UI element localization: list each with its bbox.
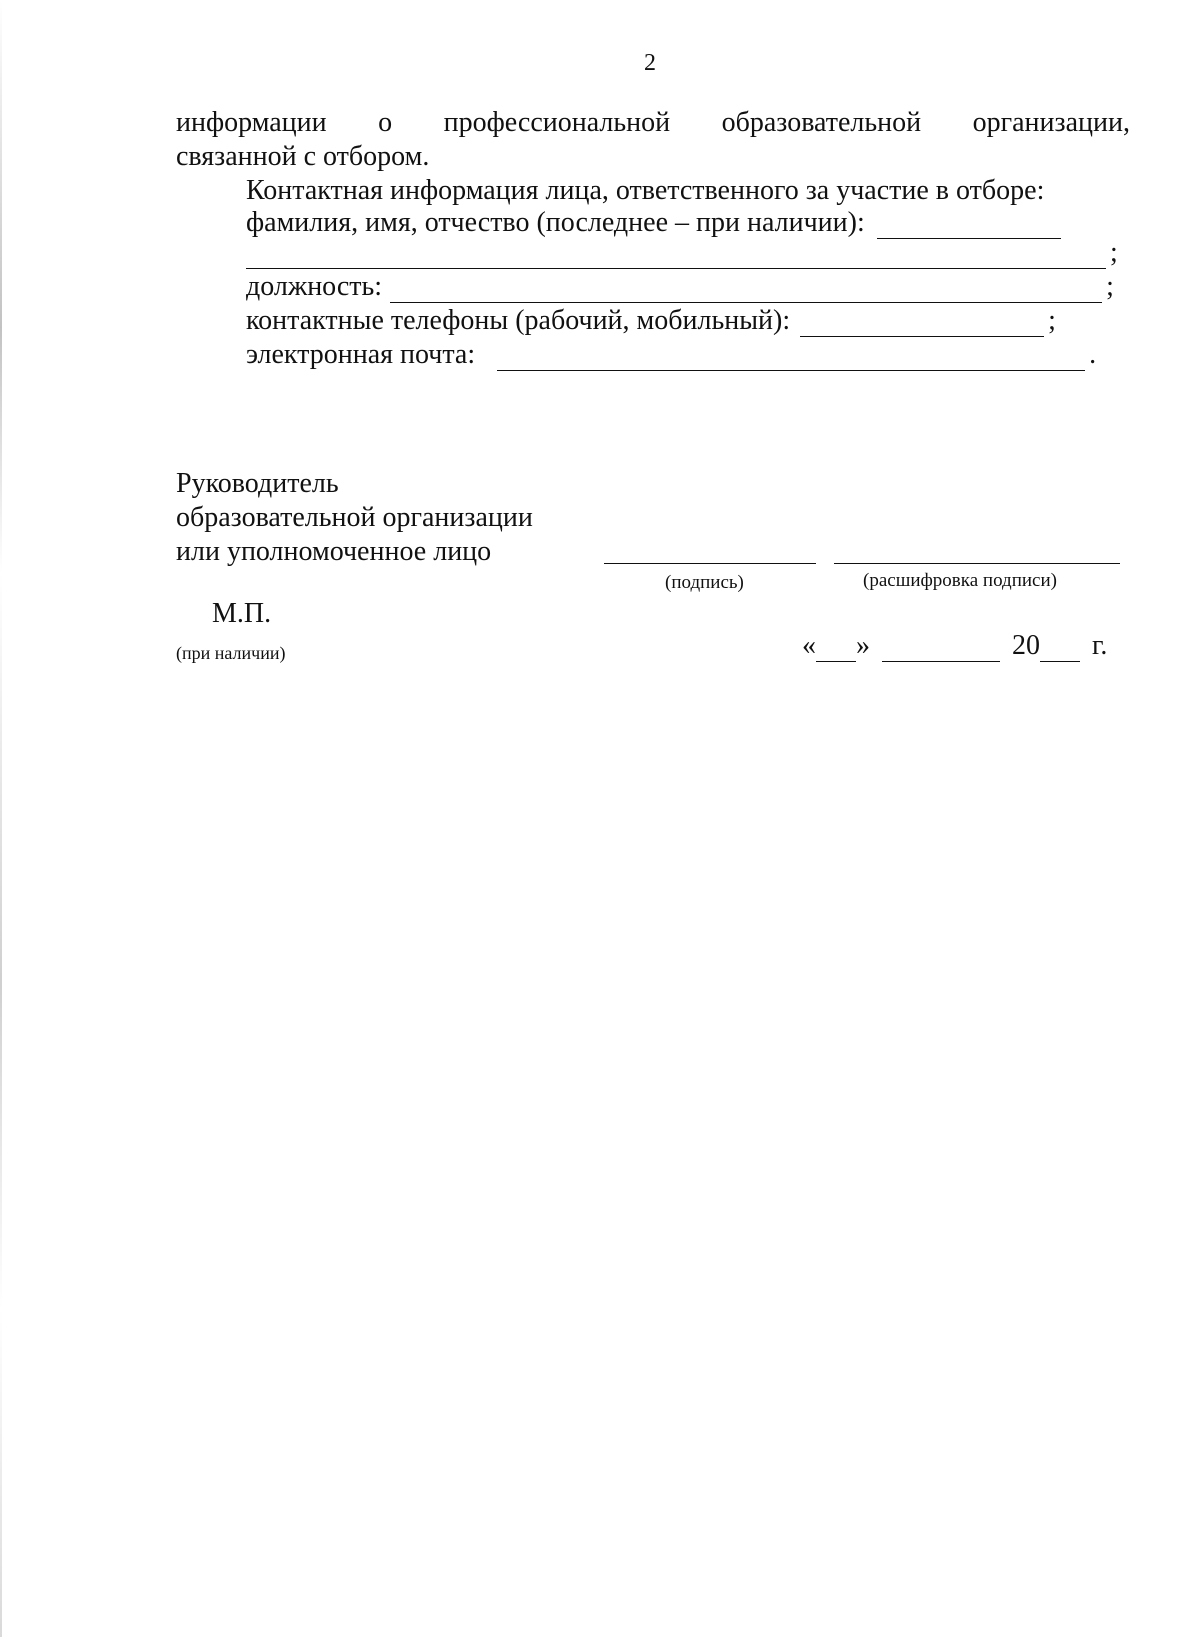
email-end-punct: . xyxy=(1089,339,1097,370)
signature-blank xyxy=(604,563,816,564)
paragraph-line-2: связанной с отбором. xyxy=(176,141,430,172)
signer-title-line-1: Руководитель xyxy=(176,468,339,499)
contact-heading: Контактная информация лица, ответственного за участие в отборе: xyxy=(246,175,1045,206)
date-close-quote: » xyxy=(856,630,870,661)
signer-title-line-3: или уполномоченное лицо xyxy=(176,536,492,567)
fio-blank-continuation xyxy=(246,242,1106,269)
date-year-blank xyxy=(1040,635,1080,662)
fio-blank xyxy=(877,212,1061,239)
stamp-label: М.П. xyxy=(212,598,272,629)
phones-blank xyxy=(800,310,1044,337)
scan-edge-artifact xyxy=(0,0,2,1637)
paragraph-word: о xyxy=(378,107,393,138)
signer-title-line-2: образовательной организации xyxy=(176,502,533,533)
date-row xyxy=(802,630,1107,662)
paragraph-word: образовательной xyxy=(721,107,922,138)
position-blank xyxy=(390,276,1102,303)
date-open-quote: « xyxy=(802,630,816,661)
signature-decode-caption: (расшифровка подписи) xyxy=(863,570,1057,591)
date-century: 20 xyxy=(1012,630,1040,661)
paragraph-word: профессиональной xyxy=(443,107,671,138)
fio-field-row xyxy=(246,207,1061,239)
phones-end-punct: ; xyxy=(1048,305,1056,336)
paragraph-line-1 xyxy=(176,107,1130,139)
position-label: должность: xyxy=(246,271,383,302)
paragraph-word: организации, xyxy=(972,107,1130,138)
email-field-row xyxy=(246,339,1096,371)
phones-field-row xyxy=(246,305,1056,337)
email-blank xyxy=(497,344,1085,371)
position-field-row xyxy=(246,271,1114,303)
position-end-punct: ; xyxy=(1106,271,1114,302)
page-number: 2 xyxy=(644,50,656,76)
fio-continuation-row xyxy=(246,237,1118,269)
email-label: электронная почта: xyxy=(246,339,476,370)
stamp-note: (при наличии) xyxy=(176,643,286,663)
fio-end-punct: ; xyxy=(1110,237,1118,268)
phones-label: контактные телефоны (рабочий, мобильный): xyxy=(246,305,791,336)
signature-decode-blank xyxy=(834,563,1120,564)
date-day-blank xyxy=(816,635,856,662)
fio-label: фамилия, имя, отчество (последнее – при наличии): xyxy=(246,207,865,238)
date-year-suffix: г. xyxy=(1092,630,1108,661)
paragraph-word: информации xyxy=(176,107,327,138)
signature-caption: (подпись) xyxy=(665,572,744,593)
date-month-blank xyxy=(882,635,1000,662)
